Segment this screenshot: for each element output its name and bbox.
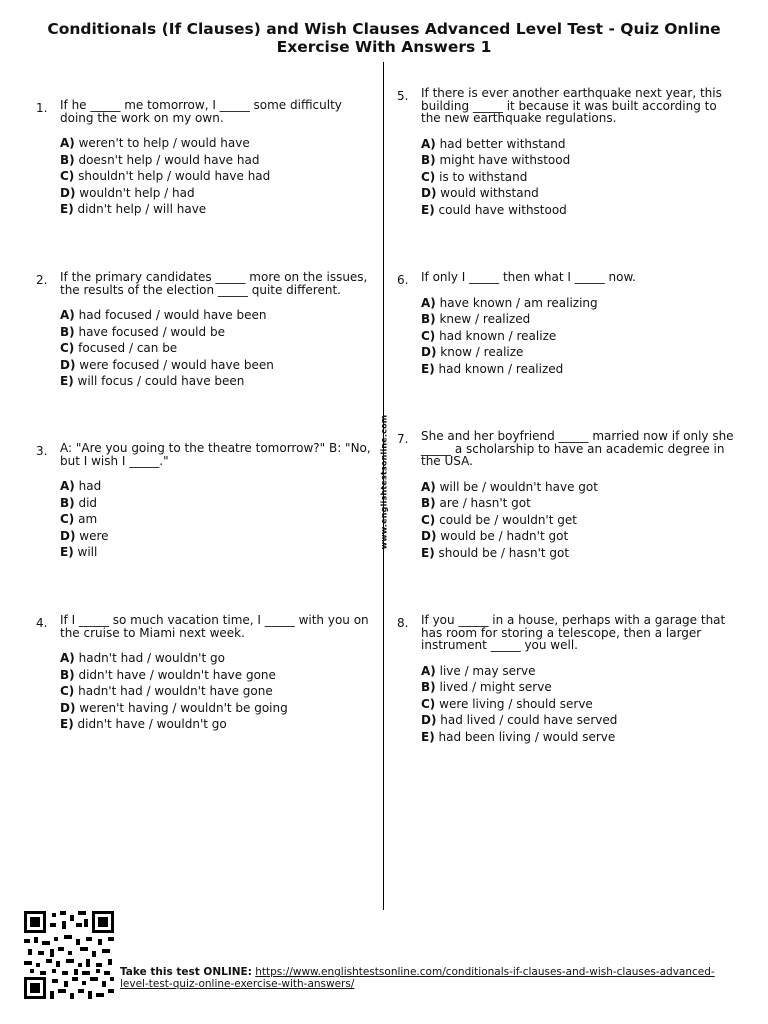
option-letter: A) xyxy=(421,479,436,494)
option-letter: D) xyxy=(421,529,437,543)
option-text: did xyxy=(78,495,98,510)
option-c[interactable] xyxy=(421,696,739,713)
option-letter: C) xyxy=(60,169,75,183)
option-letter: B) xyxy=(421,153,436,167)
option-a[interactable] xyxy=(421,479,739,496)
option-text: knew / realized xyxy=(439,312,531,326)
option-c[interactable] xyxy=(60,683,378,700)
question-number: 2. xyxy=(36,273,48,287)
option-letter: B) xyxy=(60,667,75,682)
option-letter: A) xyxy=(421,136,436,151)
option-letter: C) xyxy=(60,341,75,355)
option-letter: B) xyxy=(60,324,75,339)
question-stem: If there is ever another earthquake next year, this building _____ it because it was built according to the new earthquake regulations. xyxy=(421,86,722,125)
option-text: were focused / would have been xyxy=(79,357,274,372)
option-text: didn't have / wouldn't have gone xyxy=(78,667,276,682)
option-letter: B) xyxy=(60,152,75,167)
question-number: 3. xyxy=(36,444,48,458)
option-letter: D) xyxy=(60,357,76,372)
option-letter: E) xyxy=(60,202,74,216)
option-letter: B) xyxy=(421,680,436,694)
option-text: were living / should serve xyxy=(439,696,593,711)
page-title xyxy=(20,20,748,56)
question-stem: If the primary candidates _____ more on the issues, the results of the election _____ quite different. xyxy=(60,270,368,297)
option-text: should be / hasn't got xyxy=(438,545,570,560)
option-d[interactable] xyxy=(421,528,739,545)
option-letter: B) xyxy=(421,496,436,510)
page-title-line-2: Exercise With Answers 1 xyxy=(276,38,492,56)
question-4 xyxy=(36,613,378,733)
option-d[interactable] xyxy=(421,185,739,202)
option-text: wouldn't help / had xyxy=(79,185,195,200)
option-text: had lived / could have served xyxy=(440,713,618,727)
option-text: had focused / would have been xyxy=(78,308,267,322)
option-b[interactable] xyxy=(60,324,378,341)
option-d[interactable] xyxy=(60,357,378,374)
option-letter: E) xyxy=(421,361,435,376)
option-letter: D) xyxy=(421,345,437,359)
option-text: didn't help / will have xyxy=(77,202,207,216)
question-stem: If you _____ in a house, perhaps with a garage that has room for storing a telescope, then a larger instrument _____ you well. xyxy=(421,613,726,652)
footer-link-block xyxy=(120,966,740,990)
question-6 xyxy=(397,270,739,377)
footer-url-link[interactable]: https://www.englishtestsonline.com/conditionals-if-clauses-and-wish-clauses-advanced-level-test-quiz-online-exercise-with-answers/ xyxy=(120,966,715,990)
option-text: would be / hadn't got xyxy=(440,529,569,543)
option-text: hadn't had / wouldn't go xyxy=(78,651,225,665)
site-watermark-text: www.englishtestsonline.com xyxy=(379,414,389,550)
option-text: would withstand xyxy=(440,186,539,200)
question-stem: If he _____ me tomorrow, I _____ some difficulty doing the work on my own. xyxy=(60,98,342,125)
option-e[interactable] xyxy=(60,544,378,561)
question-3 xyxy=(36,441,378,561)
question-number: 1. xyxy=(36,101,48,115)
question-number: 7. xyxy=(397,432,409,446)
option-letter: C) xyxy=(421,169,436,184)
option-a[interactable] xyxy=(60,650,378,667)
option-letter: D) xyxy=(60,185,76,200)
option-text: were xyxy=(79,528,109,543)
option-text: had better withstand xyxy=(439,136,566,151)
option-b[interactable] xyxy=(421,152,739,169)
option-text: have known / am realizing xyxy=(439,295,598,310)
option-text: doesn't help / would have had xyxy=(78,152,260,167)
option-a[interactable] xyxy=(421,136,739,153)
option-letter: E) xyxy=(421,202,435,217)
option-c[interactable] xyxy=(60,511,378,528)
option-d[interactable] xyxy=(421,344,739,361)
option-letter: E) xyxy=(60,717,74,731)
question-number: 5. xyxy=(397,89,409,103)
option-text: will focus / could have been xyxy=(77,374,245,388)
option-c[interactable] xyxy=(60,340,378,357)
option-text: didn't have / wouldn't go xyxy=(77,717,227,731)
option-letter: E) xyxy=(421,729,435,744)
option-letter: C) xyxy=(421,512,436,527)
question-5 xyxy=(397,86,739,218)
option-b[interactable] xyxy=(421,495,739,512)
option-b[interactable] xyxy=(60,495,378,512)
option-d[interactable] xyxy=(421,712,739,729)
option-a[interactable] xyxy=(60,135,378,152)
question-stem: A: "Are you going to the theatre tomorrow?" B: "No, but I wish I _____." xyxy=(60,441,371,468)
option-text: had known / realized xyxy=(438,361,564,376)
option-e[interactable] xyxy=(421,361,739,378)
option-a[interactable] xyxy=(60,307,378,324)
option-text: might have withstood xyxy=(439,153,571,167)
question-7 xyxy=(397,429,739,561)
option-letter: C) xyxy=(60,512,75,526)
option-c[interactable] xyxy=(60,168,378,185)
option-letter: E) xyxy=(421,545,435,560)
option-text: had been living / would serve xyxy=(438,729,616,744)
option-a[interactable] xyxy=(421,295,739,312)
option-letter: A) xyxy=(421,663,436,678)
question-number: 8. xyxy=(397,616,409,630)
question-stem: If I _____ so much vacation time, I _____ with you on the cruise to Miami next week. xyxy=(60,613,369,640)
option-text: is to withstand xyxy=(439,169,528,184)
option-text: are / hasn't got xyxy=(439,496,531,510)
option-d[interactable] xyxy=(60,528,378,545)
option-letter: A) xyxy=(60,651,75,665)
footer-lead: Take this test ONLINE: xyxy=(120,966,252,978)
option-b[interactable] xyxy=(60,667,378,684)
option-e[interactable] xyxy=(60,716,378,733)
option-e[interactable] xyxy=(60,201,378,218)
option-text: shouldn't help / would have had xyxy=(78,169,271,183)
option-letter: B) xyxy=(60,495,75,510)
option-text: could have withstood xyxy=(438,202,567,217)
question-stem: If only I _____ then what I _____ now. xyxy=(421,270,636,284)
option-letter: D) xyxy=(60,528,76,543)
option-b[interactable] xyxy=(421,311,739,328)
option-text: hadn't had / wouldn't have gone xyxy=(78,684,273,698)
option-text: am xyxy=(78,512,98,526)
option-letter: D) xyxy=(60,700,76,715)
option-d[interactable] xyxy=(60,700,378,717)
option-letter: C) xyxy=(60,684,75,698)
question-number: 4. xyxy=(36,616,48,630)
option-text: lived / might serve xyxy=(439,680,552,694)
question-number: 6. xyxy=(397,273,409,287)
option-letter: A) xyxy=(421,295,436,310)
option-letter: A) xyxy=(60,308,75,322)
option-e[interactable] xyxy=(421,545,739,562)
option-letter: C) xyxy=(421,328,436,343)
page-title-line-1: Conditionals (If Clauses) and Wish Clauses Advanced Level Test - Quiz Online xyxy=(47,20,721,38)
option-text: live / may serve xyxy=(439,663,536,678)
option-e[interactable] xyxy=(60,373,378,390)
qr-code-icon[interactable] xyxy=(24,911,114,999)
question-8 xyxy=(397,613,739,745)
option-letter: C) xyxy=(421,696,436,711)
option-text: will xyxy=(77,545,98,559)
option-c[interactable] xyxy=(421,169,739,186)
option-letter: E) xyxy=(60,374,74,388)
option-text: focused / can be xyxy=(78,341,178,355)
option-text: have focused / would be xyxy=(78,324,225,339)
question-1 xyxy=(36,98,378,218)
option-letter: B) xyxy=(421,312,436,326)
option-a[interactable] xyxy=(421,663,739,680)
option-a[interactable] xyxy=(60,478,378,495)
option-b[interactable] xyxy=(421,679,739,696)
question-2 xyxy=(36,270,378,390)
option-text: weren't to help / would have xyxy=(78,136,250,150)
option-c[interactable] xyxy=(421,328,739,345)
option-e[interactable] xyxy=(421,202,739,219)
option-text: weren't having / wouldn't be going xyxy=(79,700,288,715)
option-text: know / realize xyxy=(440,345,524,359)
option-c[interactable] xyxy=(421,512,739,529)
option-d[interactable] xyxy=(60,185,378,202)
option-letter: D) xyxy=(421,186,437,200)
option-text: will be / wouldn't have got xyxy=(439,479,598,494)
option-letter: A) xyxy=(60,136,75,150)
option-letter: A) xyxy=(60,479,75,493)
option-b[interactable] xyxy=(60,152,378,169)
question-stem: She and her boyfriend _____ married now if only she _____ a scholarship to have an academic degree in the USA. xyxy=(421,429,734,468)
option-letter: D) xyxy=(421,713,437,727)
option-e[interactable] xyxy=(421,729,739,746)
option-letter: E) xyxy=(60,545,74,559)
option-text: had known / realize xyxy=(439,328,557,343)
option-text: had xyxy=(78,479,102,493)
option-text: could be / wouldn't get xyxy=(439,512,577,527)
